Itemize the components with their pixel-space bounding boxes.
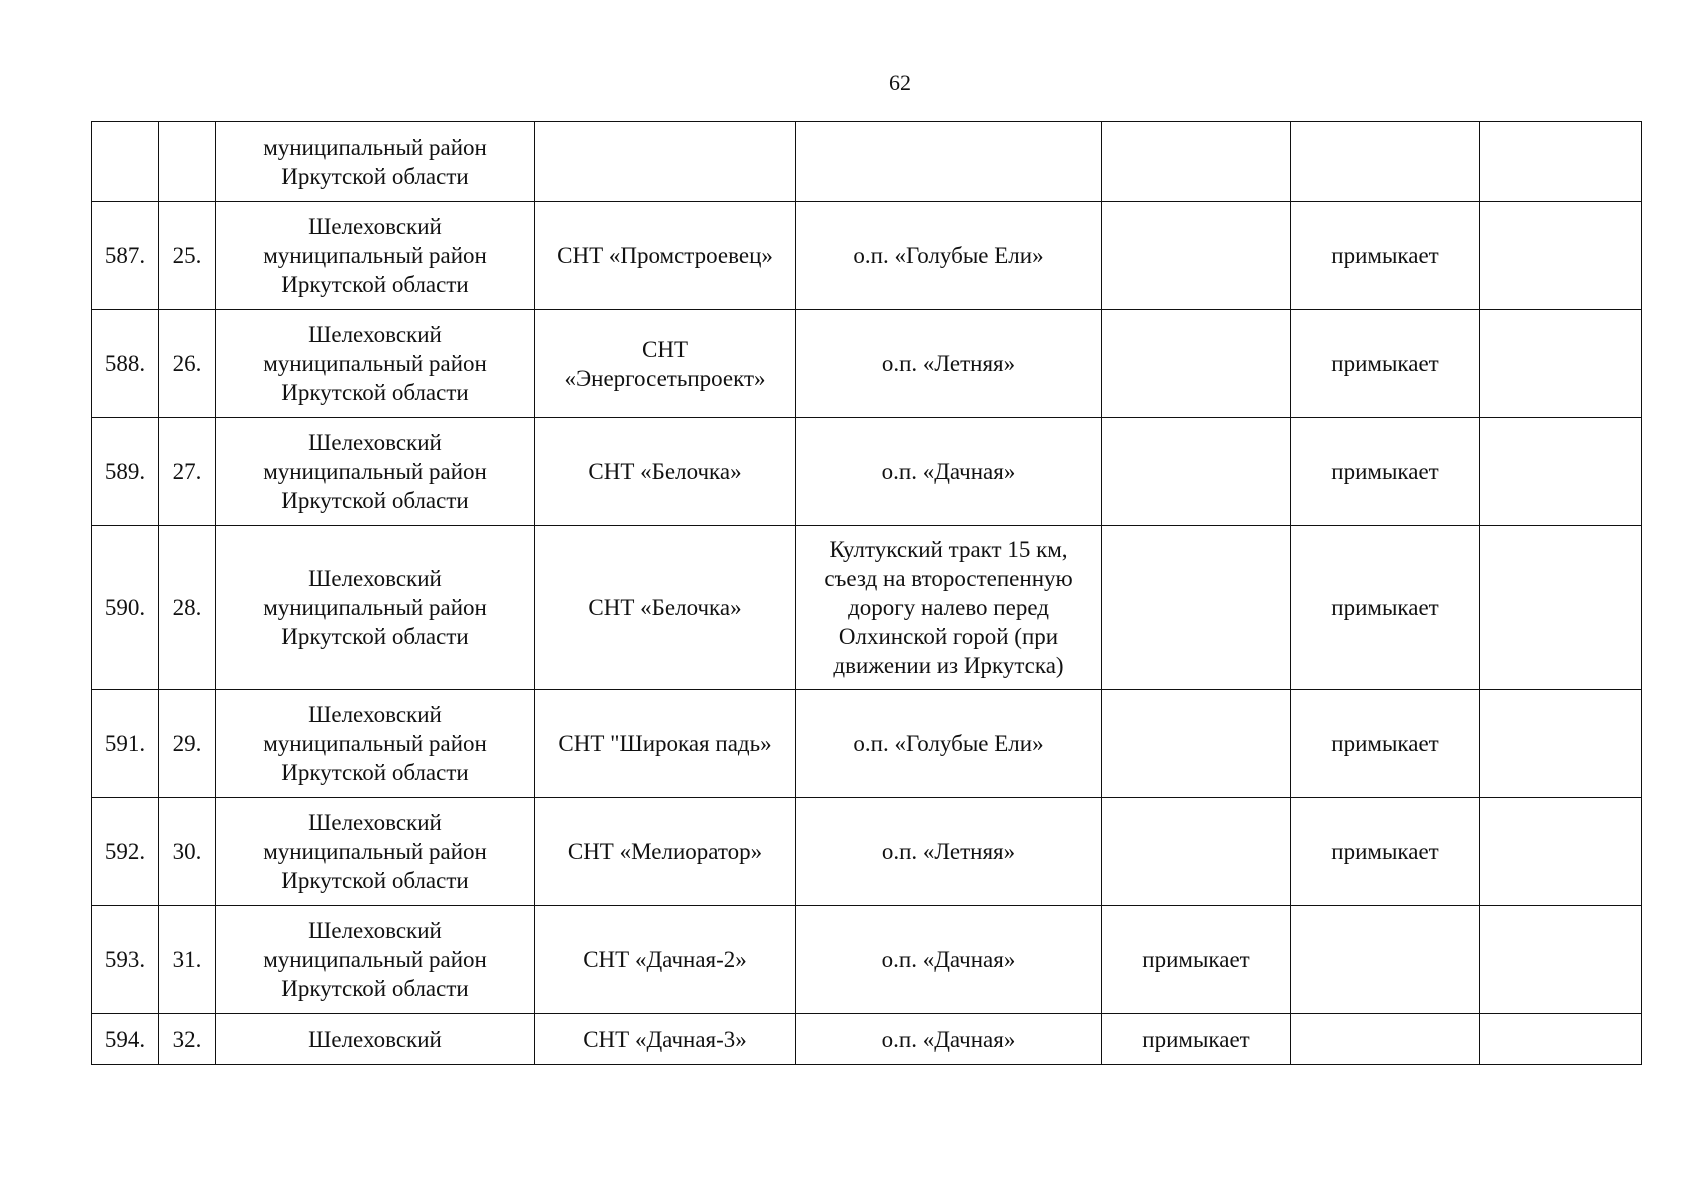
snt-name-cell-line: СНТ «Мелиоратор» [567, 839, 763, 864]
district-cell-line: Иркутской области [281, 488, 469, 513]
table-row [92, 690, 1642, 798]
row-number-cell: 588. [92, 310, 159, 418]
note-cell [1480, 690, 1642, 798]
district-cell-line: Шелеховский [308, 702, 442, 727]
district-cell-line: муниципальный район [263, 459, 487, 484]
district-cell [216, 690, 535, 798]
location-cell-line: движении из Иркутска) [833, 653, 1064, 678]
location-cell [796, 690, 1102, 798]
table-row [92, 202, 1642, 310]
adjacency-cell-a [1102, 798, 1291, 906]
registry-table [91, 121, 1642, 1065]
adjacency-cell-a: примыкает [1102, 1014, 1291, 1065]
note-cell [1480, 526, 1642, 690]
adjacency-cell-b: примыкает [1291, 418, 1480, 526]
district-cell-line: муниципальный район [263, 134, 487, 160]
table-row [92, 1014, 1642, 1065]
snt-name-cell-line: СНТ «Дачная-2» [583, 947, 747, 972]
location-cell [796, 202, 1102, 310]
district-cell-line: Иркутской области [281, 760, 469, 785]
location-cell-line: съезд на второстепенную [824, 566, 1073, 591]
location-cell-line: Култукский тракт 15 км, [829, 537, 1068, 562]
snt-name-cell [535, 690, 796, 798]
district-cell-line: Иркутской области [281, 380, 469, 405]
snt-name-cell [535, 798, 796, 906]
note-cell [1480, 798, 1642, 906]
adjacency-cell-b [1291, 122, 1480, 202]
district-cell-line: Иркутской области [281, 163, 469, 189]
district-cell-line: Шелеховский [308, 810, 442, 835]
snt-name-cell-line: СНТ [642, 336, 688, 362]
snt-name-cell [535, 122, 796, 202]
location-cell [796, 310, 1102, 418]
row-number-cell [92, 122, 159, 202]
location-cell [796, 906, 1102, 1014]
location-cell-line: о.п. «Голубые Ели» [853, 243, 1044, 268]
row-number-cell: 590. [92, 526, 159, 690]
location-cell [796, 1014, 1102, 1065]
adjacency-cell-a [1102, 202, 1291, 310]
adjacency-cell-b: примыкает [1291, 798, 1480, 906]
district-cell-line: Шелеховский [308, 566, 442, 591]
note-cell [1480, 418, 1642, 526]
row-number-cell: 591. [92, 690, 159, 798]
district-cell-line: Шелеховский [308, 214, 442, 239]
adjacency-cell-b: примыкает [1291, 202, 1480, 310]
row-number-cell: 594. [92, 1014, 159, 1065]
table-row [92, 418, 1642, 526]
district-cell-line: Иркутской области [281, 272, 469, 297]
district-cell-line: Иркутской области [281, 868, 469, 893]
snt-name-cell-line: СНТ «Дачная-3» [583, 1026, 747, 1052]
district-cell [216, 798, 535, 906]
location-cell-line: о.п. «Летняя» [881, 839, 1016, 864]
sub-number-cell: 32. [159, 1014, 216, 1065]
row-number-cell: 589. [92, 418, 159, 526]
district-cell-line: муниципальный район [263, 839, 487, 864]
snt-name-cell [535, 1014, 796, 1065]
note-cell [1480, 906, 1642, 1014]
sub-number-cell: 31. [159, 906, 216, 1014]
adjacency-cell-b: примыкает [1291, 310, 1480, 418]
location-cell-line: Олхинской горой (при [838, 624, 1059, 649]
district-cell [216, 310, 535, 418]
location-cell-line: о.п. «Дачная» [881, 1026, 1016, 1052]
row-number-cell: 592. [92, 798, 159, 906]
location-cell [796, 122, 1102, 202]
table-row [92, 122, 1642, 202]
district-cell [216, 906, 535, 1014]
snt-name-cell-line: СНТ «Белочка» [588, 459, 742, 484]
note-cell [1480, 310, 1642, 418]
location-cell [796, 798, 1102, 906]
snt-name-cell [535, 418, 796, 526]
district-cell-line: муниципальный район [263, 595, 487, 620]
district-cell-line: Шелеховский [308, 430, 442, 455]
district-cell [216, 526, 535, 690]
table-row [92, 526, 1642, 690]
note-cell [1480, 1014, 1642, 1065]
district-cell-line: муниципальный район [263, 351, 487, 376]
district-cell-line: муниципальный район [263, 731, 487, 756]
district-cell [216, 1014, 535, 1065]
adjacency-cell-b: примыкает [1291, 690, 1480, 798]
snt-name-cell-line: СНТ «Белочка» [588, 595, 742, 620]
snt-name-cell [535, 906, 796, 1014]
location-cell-line: о.п. «Дачная» [881, 459, 1016, 484]
adjacency-cell-a [1102, 310, 1291, 418]
adjacency-cell-a [1102, 526, 1291, 690]
snt-name-cell-line: СНТ "Широкая падь» [558, 731, 772, 756]
location-cell-line: о.п. «Летняя» [881, 351, 1016, 376]
district-cell-line: Шелеховский [308, 322, 442, 347]
note-cell [1480, 202, 1642, 310]
district-cell-line: муниципальный район [263, 947, 487, 972]
table-row [92, 906, 1642, 1014]
snt-name-cell [535, 526, 796, 690]
district-cell-line: Иркутской области [281, 976, 469, 1001]
snt-name-cell [535, 202, 796, 310]
page-number: 62 [889, 70, 911, 95]
sub-number-cell: 30. [159, 798, 216, 906]
sub-number-cell: 26. [159, 310, 216, 418]
snt-name-cell [535, 310, 796, 418]
table-row [92, 798, 1642, 906]
adjacency-cell-a [1102, 122, 1291, 202]
location-cell [796, 418, 1102, 526]
location-cell [796, 526, 1102, 690]
sub-number-cell: 29. [159, 690, 216, 798]
adjacency-cell-b [1291, 906, 1480, 1014]
location-cell-line: о.п. «Голубые Ели» [853, 731, 1044, 756]
adjacency-cell-a [1102, 418, 1291, 526]
district-cell-line: Иркутской области [281, 624, 469, 649]
district-cell [216, 202, 535, 310]
district-cell-line: Шелеховский [308, 918, 442, 943]
adjacency-cell-b: примыкает [1291, 526, 1480, 690]
location-cell-line: дорогу налево перед [848, 595, 1049, 620]
district-cell [216, 418, 535, 526]
location-cell-line: о.п. «Дачная» [881, 947, 1016, 972]
sub-number-cell: 25. [159, 202, 216, 310]
district-cell-line: Шелеховский [308, 1026, 442, 1052]
row-number-cell: 587. [92, 202, 159, 310]
district-cell [216, 122, 535, 202]
snt-name-cell-line: «Энергосетьпроект» [564, 365, 766, 391]
adjacency-cell-a: примыкает [1102, 906, 1291, 1014]
snt-name-cell-line: СНТ «Промстроевец» [557, 243, 773, 268]
adjacency-cell-b [1291, 1014, 1480, 1065]
sub-number-cell: 28. [159, 526, 216, 690]
district-cell-line: муниципальный район [263, 243, 487, 268]
adjacency-cell-a [1102, 690, 1291, 798]
sub-number-cell [159, 122, 216, 202]
table-row [92, 310, 1642, 418]
sub-number-cell: 27. [159, 418, 216, 526]
row-number-cell: 593. [92, 906, 159, 1014]
note-cell [1480, 122, 1642, 202]
